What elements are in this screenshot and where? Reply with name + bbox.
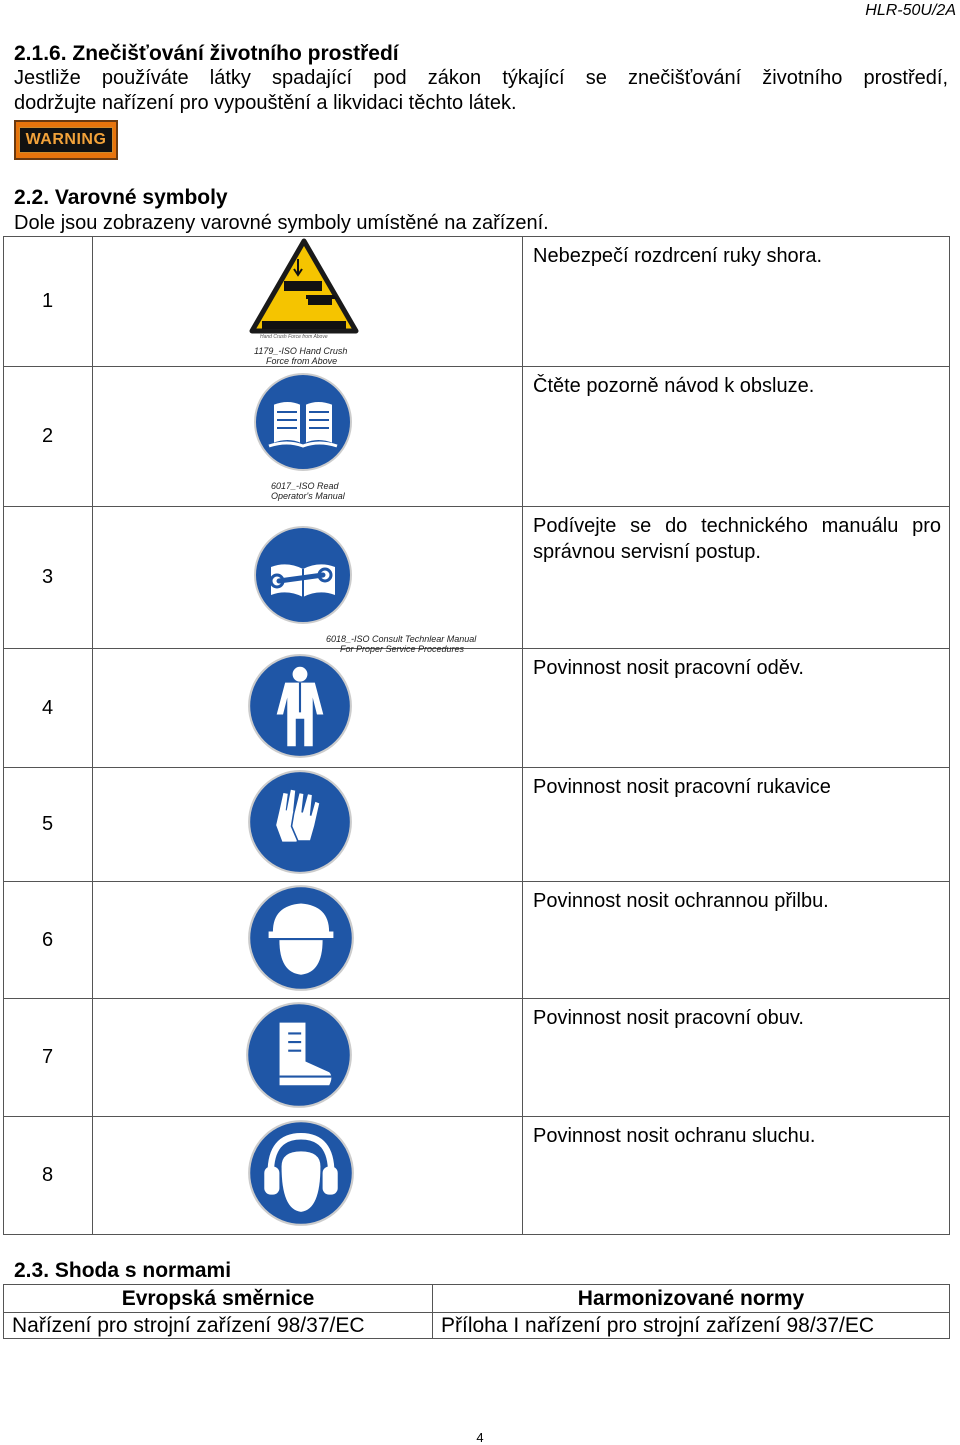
standards-table xyxy=(3,1284,950,1339)
symbol-image-cell xyxy=(93,367,523,507)
standards-header-directive: Evropská směrnice xyxy=(4,1285,433,1313)
symbol-description: Podívejte se do technického manuálu pro správnou servisní postup. xyxy=(523,507,950,649)
section-216-line2: dodržujte nařízení pro vypouštění a likvidaci těchto látek. xyxy=(14,92,517,114)
table-row xyxy=(4,882,950,999)
section-22-intro: Dole jsou zobrazeny varovné symboly umístěné na zařízení. xyxy=(14,212,549,234)
symbol-caption-line2: For Proper Service Procedures xyxy=(340,644,465,654)
symbol-image-cell xyxy=(93,768,523,882)
symbol-number: 5 xyxy=(4,768,93,882)
warning-label-icon xyxy=(14,120,118,160)
symbol-inner-text: Hand Crush Force from Above xyxy=(260,334,328,340)
ear-protection-icon xyxy=(247,1119,355,1227)
symbol-image-cell xyxy=(93,649,523,768)
symbol-description: Čtěte pozorně návod k obsluze. xyxy=(523,367,950,507)
symbol-image-cell xyxy=(93,1117,523,1235)
standards-header-norms: Harmonizované normy xyxy=(433,1285,950,1313)
table-row xyxy=(4,999,950,1117)
page-number: 4 xyxy=(476,1430,484,1445)
symbol-caption-line2: Force from Above xyxy=(266,356,338,366)
section-23-title: 2.3. Shoda s normami xyxy=(14,1259,232,1282)
document-model-header: HLR-50U/2A xyxy=(865,2,956,19)
symbol-description: Povinnost nosit pracovní oděv. xyxy=(523,649,950,768)
technical-manual-icon xyxy=(253,525,353,625)
symbol-caption-line1: 6018_-ISO Consult Technlear Manual xyxy=(326,634,477,644)
symbol-number: 6 xyxy=(4,882,93,999)
symbol-caption-line1: 6017_-ISO Read xyxy=(271,481,339,491)
standards-norms-value: Příloha I nařízení pro strojní zařízení 98/37/EC xyxy=(433,1313,950,1339)
safety-boot-icon xyxy=(245,1001,353,1109)
table-row xyxy=(4,1117,950,1235)
warning-symbols-table xyxy=(3,236,950,1235)
protective-clothing-icon xyxy=(247,653,353,759)
helmet-icon xyxy=(247,884,355,992)
symbol-description: Povinnost nosit ochrannou přilbu. xyxy=(523,882,950,999)
warning-label-text: WARNING xyxy=(19,127,114,153)
symbol-number: 2 xyxy=(4,367,93,507)
section-216-title: 2.1.6. Znečišťování životního prostředí xyxy=(14,42,399,65)
standards-directive-value: Nařízení pro strojní zařízení 98/37/EC xyxy=(4,1313,433,1339)
table-row xyxy=(4,768,950,882)
symbol-number: 4 xyxy=(4,649,93,768)
symbol-description: Povinnost nosit ochranu sluchu. xyxy=(523,1117,950,1235)
table-row xyxy=(4,237,950,367)
symbol-image-cell xyxy=(93,882,523,999)
symbol-description: Povinnost nosit pracovní rukavice xyxy=(523,768,950,882)
table-row xyxy=(4,1285,950,1313)
section-216-line1: Jestliže používáte látky spadající pod zákon týkající se znečišťování životního prostředí, xyxy=(14,67,948,89)
table-row xyxy=(4,507,950,649)
symbol-image-cell xyxy=(93,999,523,1117)
section-22-title: 2.2. Varovné symboly xyxy=(14,186,228,209)
symbol-image-cell xyxy=(93,507,523,654)
symbol-number: 1 xyxy=(4,237,93,367)
symbol-number: 8 xyxy=(4,1117,93,1235)
symbol-description: Povinnost nosit pracovní obuv. xyxy=(523,999,950,1117)
symbol-caption-line1: 1179_-ISO Hand Crush xyxy=(254,346,348,356)
symbol-caption-line2: Operator's Manual xyxy=(271,491,345,501)
table-row xyxy=(4,1313,950,1339)
gloves-icon xyxy=(247,769,353,875)
read-manual-icon xyxy=(253,372,353,472)
symbol-image-cell xyxy=(93,237,523,367)
symbol-description: Nebezpečí rozdrcení ruky shora. xyxy=(523,237,950,367)
table-row xyxy=(4,649,950,768)
symbol-number: 3 xyxy=(4,507,93,649)
hand-crush-warning-icon xyxy=(248,237,360,335)
symbol-number: 7 xyxy=(4,999,93,1117)
table-row xyxy=(4,367,950,507)
